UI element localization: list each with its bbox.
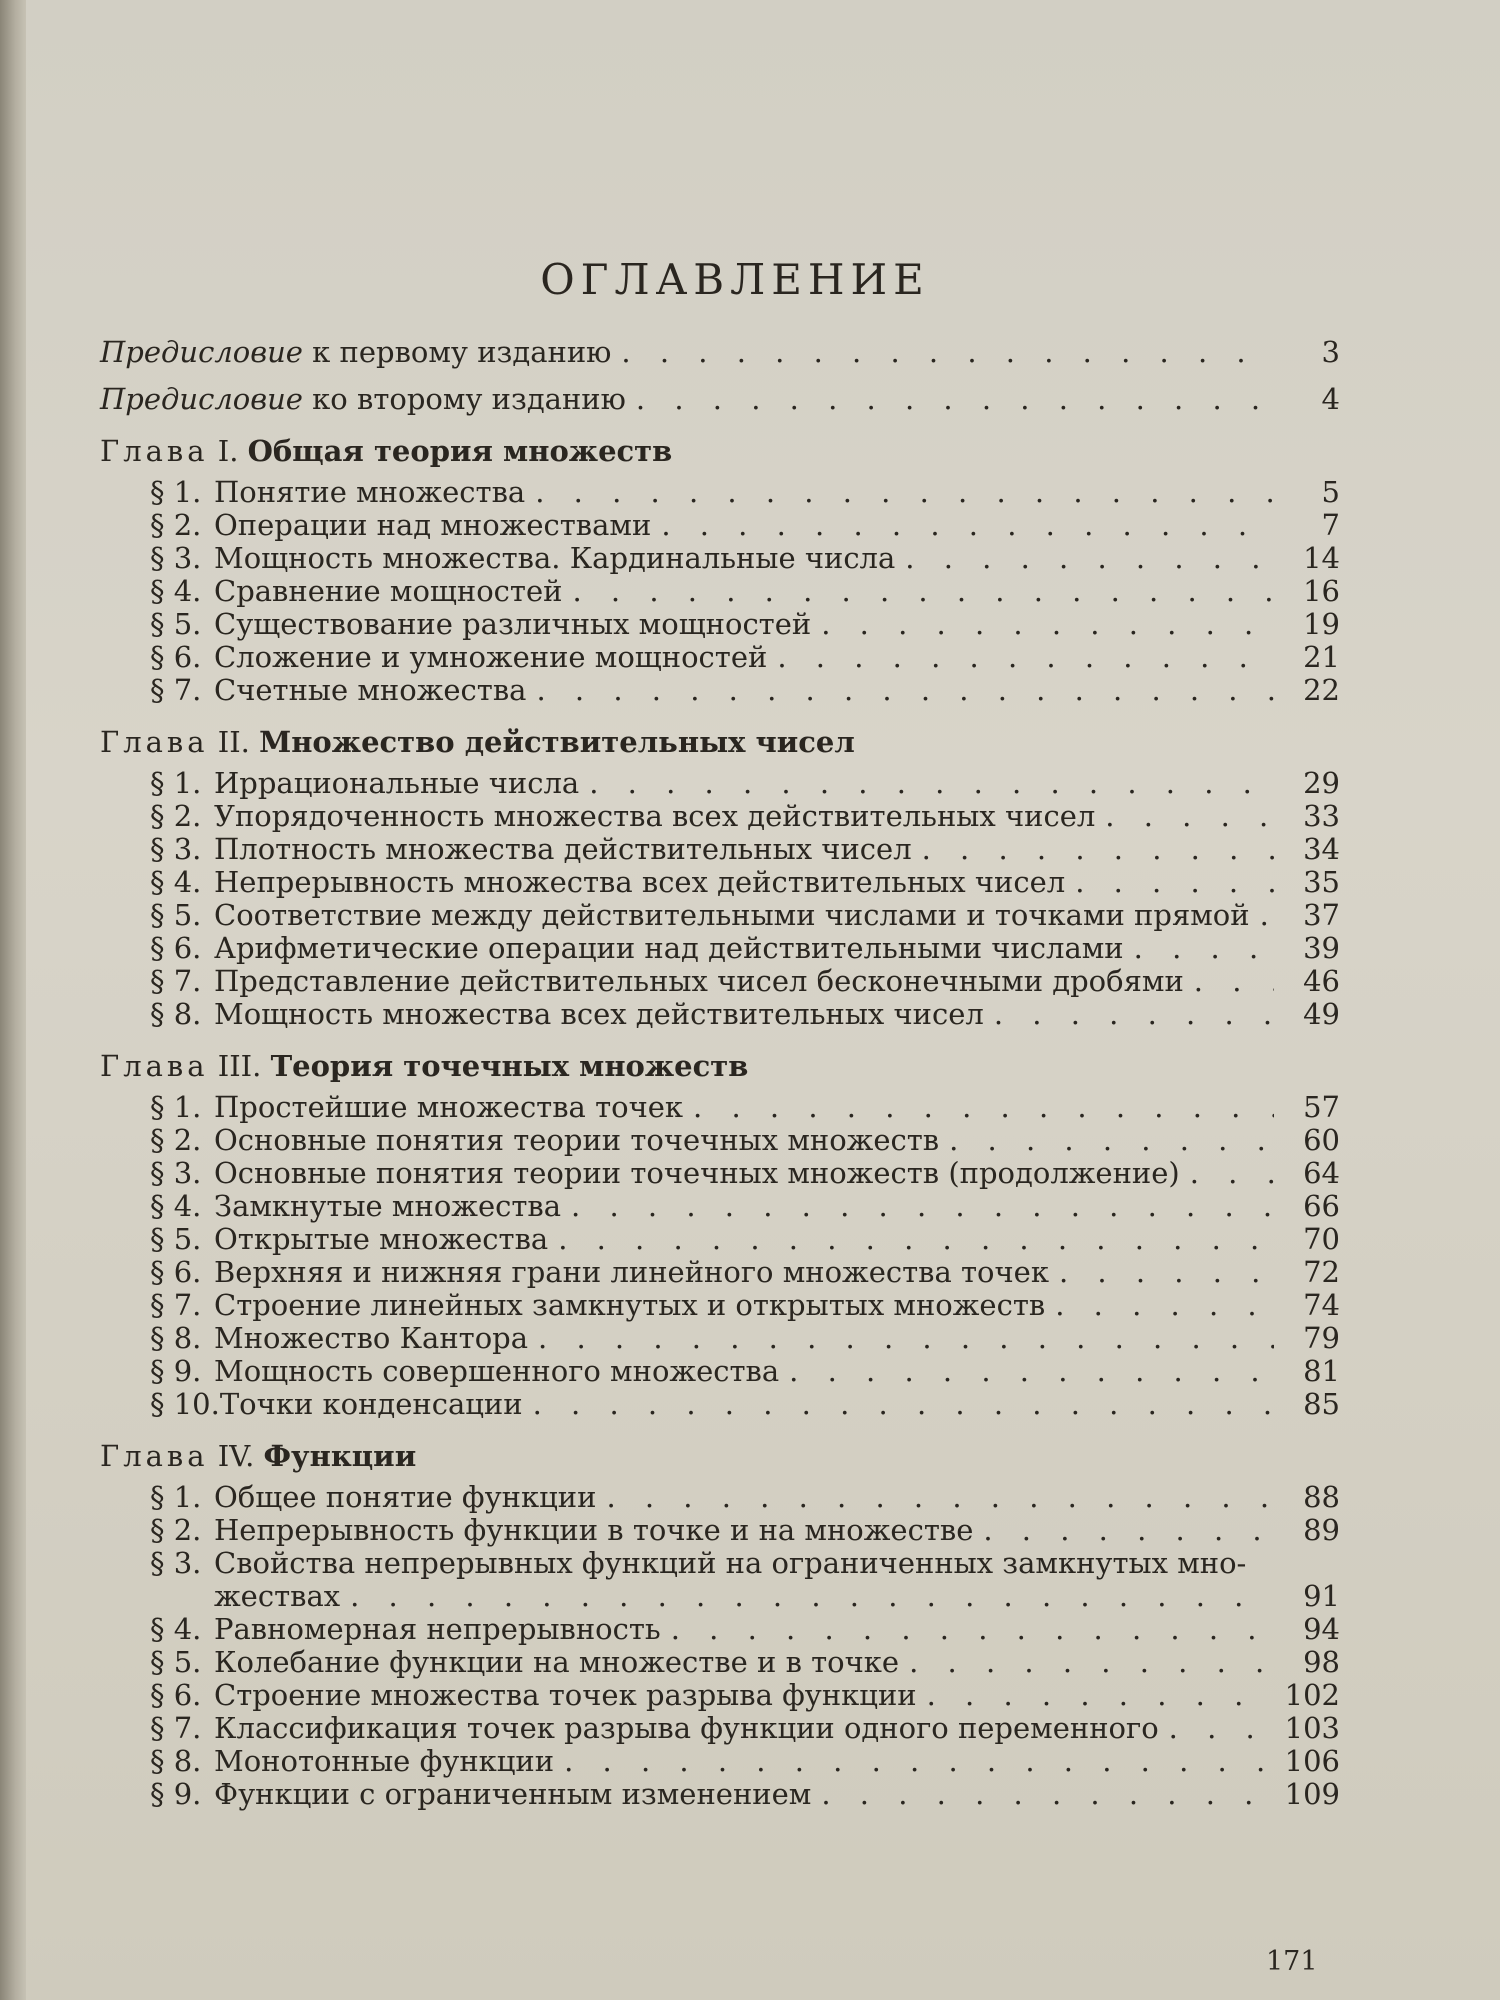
leader-dots [636, 383, 1274, 416]
leader-dots [1169, 1712, 1274, 1745]
section-entry[interactable] [100, 542, 1340, 575]
page-ref: 34 [1303, 832, 1340, 866]
leader-dots [821, 1778, 1274, 1811]
section-number: § 8. [150, 997, 202, 1031]
section-text [150, 1190, 561, 1223]
section-entry[interactable] [100, 833, 1340, 866]
section-entry[interactable] [100, 1256, 1340, 1289]
section-title: Функции с ограниченным изменением [214, 1777, 812, 1811]
section-entry[interactable] [100, 641, 1340, 674]
chapter-label: Глава [100, 725, 209, 759]
section-number: § 6. [150, 931, 202, 965]
section-title: Основные понятия теории точечных множеств [214, 1123, 940, 1157]
page-ref: 79 [1303, 1321, 1340, 1355]
book-spine [0, 0, 26, 2000]
section-entry[interactable] [100, 1223, 1340, 1256]
section-number: § 6. [150, 1255, 202, 1289]
leader-dots [538, 1322, 1274, 1355]
section-number: § 1. [150, 1090, 202, 1124]
page-ref: 64 [1303, 1156, 1340, 1190]
section-entry[interactable] [100, 965, 1340, 998]
section-title: Непрерывность функции в точке и на множестве [214, 1513, 974, 1547]
section-entry[interactable] [100, 1712, 1340, 1745]
section-text [150, 1481, 596, 1514]
section-text [150, 767, 579, 800]
section-number: § 10. [150, 1387, 220, 1421]
section-title: Основные понятия теории точечных множеств (продолжение) [214, 1156, 1180, 1190]
page-ref: 3 [1321, 335, 1340, 369]
page-ref: 46 [1303, 964, 1340, 998]
section-title: Плотность множества действительных чисел [214, 832, 912, 866]
section-text [150, 1679, 917, 1712]
chapter-number: III. [208, 1049, 271, 1083]
section-entry[interactable] [100, 674, 1340, 707]
section-entry[interactable] [100, 1388, 1340, 1421]
section-number: § 2. [150, 1123, 202, 1157]
preface-rest: ко второму изданию [302, 382, 626, 416]
section-title: Соответствие между действительными числами и точками прямой [214, 898, 1250, 932]
section-title: Непрерывность множества всех действительных чисел [214, 865, 1066, 899]
preface-rest: к первому изданию [302, 335, 612, 369]
page-title: ОГЛАВЛЕНИЕ [540, 255, 930, 304]
section-number: § 8. [150, 1744, 202, 1778]
section-entry[interactable] [100, 1157, 1340, 1190]
chapter-name: Функции [263, 1439, 417, 1473]
section-title: Точки конденсации [219, 1387, 523, 1421]
section-number: § 4. [150, 574, 202, 608]
section-title: Существование различных мощностей [214, 607, 812, 641]
chapter-name: Общая теория множеств [247, 434, 673, 468]
leader-dots [922, 833, 1274, 866]
leader-dots [1075, 866, 1274, 899]
page-ref: 39 [1303, 931, 1340, 965]
leader-dots [671, 1613, 1274, 1646]
section-entry[interactable] [100, 800, 1340, 833]
section-entry[interactable] [100, 1289, 1340, 1322]
section-title: Мощность совершенного множества [214, 1354, 780, 1388]
section-entry[interactable] [100, 1778, 1340, 1811]
page-ref: 16 [1303, 574, 1340, 608]
section-title: Операции над множествами [214, 508, 652, 542]
leader-dots [558, 1223, 1274, 1256]
page-ref: 74 [1303, 1288, 1340, 1322]
section-text [150, 1223, 548, 1256]
section-text [150, 800, 1095, 833]
section-text [150, 608, 811, 641]
section-number: § 7. [150, 1711, 202, 1745]
section-text [150, 476, 525, 509]
leader-dots [821, 608, 1274, 641]
page-ref: 22 [1303, 673, 1340, 707]
section-entry[interactable] [100, 1124, 1340, 1157]
section-text [150, 1157, 1180, 1190]
leader-dots [621, 336, 1274, 369]
page-ref: 4 [1321, 382, 1340, 416]
leader-dots [1055, 1289, 1274, 1322]
section-text [150, 542, 895, 575]
section-number: § 1. [150, 475, 202, 509]
chapter-number: II. [208, 725, 260, 759]
preface-entry[interactable] [100, 336, 1340, 369]
leader-dots [533, 1388, 1274, 1421]
section-entry[interactable] [100, 998, 1340, 1031]
section-text [150, 1289, 1045, 1322]
section-number: § 3. [150, 541, 202, 575]
leader-dots [661, 509, 1274, 542]
chapter-heading[interactable] [100, 725, 1340, 759]
chapter-label: Глава [100, 434, 209, 468]
section-entry[interactable] [100, 1514, 1340, 1547]
page-ref: 19 [1303, 607, 1340, 641]
leader-dots [350, 1580, 1274, 1613]
section-number: § 7. [150, 964, 202, 998]
section-number: § 9. [150, 1777, 202, 1811]
chapter-heading[interactable] [100, 1049, 1340, 1083]
section-number: § 6. [150, 1678, 202, 1712]
page-ref: 7 [1321, 508, 1340, 542]
chapter-name: Теория точечных множеств [270, 1049, 749, 1083]
section-number: § 9. [150, 1354, 202, 1388]
page-ref: 109 [1284, 1777, 1340, 1811]
chapter-heading[interactable] [100, 434, 1340, 468]
section-entry[interactable] [100, 932, 1340, 965]
chapter-number: IV. [208, 1439, 264, 1473]
section-text [150, 998, 984, 1031]
page-ref: 5 [1321, 475, 1340, 509]
page-ref: 94 [1303, 1612, 1340, 1646]
section-entry[interactable] [100, 608, 1340, 641]
page-ref: 66 [1303, 1189, 1340, 1223]
leader-dots [777, 641, 1274, 674]
leader-dots [693, 1091, 1274, 1124]
page-ref: 88 [1303, 1480, 1340, 1514]
leader-dots [1105, 800, 1274, 833]
leader-dots [905, 542, 1274, 575]
leader-dots [1190, 1157, 1274, 1190]
section-entry[interactable] [100, 767, 1340, 800]
section-number: § 3. [150, 832, 202, 866]
leader-dots [589, 767, 1274, 800]
section-title: Простейшие множества точек [214, 1090, 684, 1124]
page-ref: 49 [1303, 997, 1340, 1031]
section-number: § 3. [150, 1156, 202, 1190]
section-text [150, 1547, 1246, 1580]
page-ref: 35 [1303, 865, 1340, 899]
section-title: Мощность множества всех действительных чисел [214, 997, 984, 1031]
page-ref: 98 [1303, 1645, 1340, 1679]
section-number: § 2. [150, 799, 202, 833]
section-number: § 2. [150, 508, 202, 542]
page-ref: 103 [1284, 1711, 1340, 1745]
section-title: Множество Кантора [214, 1321, 529, 1355]
section-title: Сложение и умножение мощностей [214, 640, 768, 674]
section-entry[interactable] [100, 1091, 1340, 1124]
chapter-name: Множество действительных чисел [259, 725, 855, 759]
chapter-label: Глава [100, 1049, 209, 1083]
section-text [150, 674, 526, 707]
section-number: § 1. [150, 766, 202, 800]
section-title: Мощность множества. Кардинальные числа [214, 541, 896, 575]
section-title: Верхняя и нижняя грани линейного множества точек [214, 1255, 1049, 1289]
section-title: Арифметические операции над действительными числами [214, 931, 1124, 965]
section-text [150, 965, 1184, 998]
section-entry[interactable] [100, 1646, 1340, 1679]
section-number: § 2. [150, 1513, 202, 1547]
section-title: Строение линейных замкнутых и открытых множеств [214, 1288, 1046, 1322]
section-number: § 5. [150, 607, 202, 641]
section-title: Замкнутые множества [214, 1189, 562, 1223]
section-text [150, 1646, 899, 1679]
section-number: § 1. [150, 1480, 202, 1514]
page-ref: 29 [1303, 766, 1340, 800]
page-ref: 70 [1303, 1222, 1340, 1256]
page-ref: 37 [1303, 898, 1340, 932]
page-ref: 91 [1303, 1579, 1340, 1613]
toc-body [100, 336, 1340, 1811]
section-text [150, 1256, 1049, 1289]
leader-dots [949, 1124, 1274, 1157]
leader-dots [536, 674, 1274, 707]
section-text [150, 1124, 939, 1157]
preface-italic: Предисловие [100, 382, 303, 416]
section-entry[interactable] [100, 1613, 1340, 1646]
section-title: Иррациональные числа [214, 766, 580, 800]
page-ref: 89 [1303, 1513, 1340, 1547]
section-entry[interactable] [100, 1745, 1340, 1778]
section-number: § 5. [150, 898, 202, 932]
page-ref: 81 [1303, 1354, 1340, 1388]
preface-title [100, 336, 611, 369]
page-ref: 14 [1303, 541, 1340, 575]
section-text [150, 641, 767, 674]
section-text [150, 1355, 779, 1388]
section-entry[interactable] [100, 509, 1340, 542]
leader-dots [927, 1679, 1274, 1712]
section-entry[interactable] [100, 1547, 1340, 1580]
section-number: § 7. [150, 673, 202, 707]
section-title: Строение множества точек разрыва функции [214, 1678, 917, 1712]
section-text [150, 932, 1124, 965]
section-number: § 4. [150, 865, 202, 899]
section-entry[interactable] [100, 1322, 1340, 1355]
page-ref: 21 [1303, 640, 1340, 674]
leader-dots [994, 998, 1274, 1031]
section-number: § 7. [150, 1288, 202, 1322]
section-title: Сравнение мощностей [214, 574, 563, 608]
section-number: § 5. [150, 1222, 202, 1256]
page-number: 171 [1266, 1946, 1318, 1977]
preface-title [100, 383, 626, 416]
section-number: § 5. [150, 1645, 202, 1679]
section-text [150, 509, 651, 542]
section-number: § 4. [150, 1612, 202, 1646]
leader-dots [789, 1355, 1274, 1388]
section-title: Счетные множества [214, 673, 527, 707]
section-text [150, 899, 1250, 932]
section-title: Упорядоченность множества всех действительных чисел [214, 799, 1096, 833]
section-text [150, 575, 562, 608]
section-text [150, 1514, 973, 1547]
section-title: Понятие множества [214, 475, 526, 509]
section-text [150, 1613, 661, 1646]
section-entry[interactable] [100, 575, 1340, 608]
section-title: Колебание функции на множестве и в точке [214, 1645, 900, 1679]
preface-entry[interactable] [100, 383, 1340, 416]
section-number: § 4. [150, 1189, 202, 1223]
leader-dots [1260, 899, 1274, 932]
section-text [150, 1322, 528, 1355]
section-title: Открытые множества [214, 1222, 549, 1256]
section-entry[interactable] [100, 1679, 1340, 1712]
section-text [150, 1091, 683, 1124]
leader-dots [1059, 1256, 1274, 1289]
section-title: Классификация точек разрыва функции одного переменного [214, 1711, 1159, 1745]
section-title-continued: жествах [214, 1579, 341, 1613]
section-entry[interactable] [100, 476, 1340, 509]
section-number: § 3. [150, 1546, 202, 1580]
section-text [150, 1388, 523, 1421]
section-title: Общее понятие функции [214, 1480, 597, 1514]
leader-dots [909, 1646, 1274, 1679]
page-ref: 72 [1303, 1255, 1340, 1289]
section-entry[interactable] [100, 1355, 1340, 1388]
section-entry-continued[interactable] [100, 1580, 1340, 1613]
leader-dots [1194, 965, 1274, 998]
page-ref: 85 [1303, 1387, 1340, 1421]
section-title: Равномерная непрерывность [214, 1612, 661, 1646]
page-ref: 33 [1303, 799, 1340, 833]
section-number: § 6. [150, 640, 202, 674]
leader-dots [572, 575, 1274, 608]
page-ref: 106 [1284, 1744, 1340, 1778]
section-text [150, 1778, 811, 1811]
section-number: § 8. [150, 1321, 202, 1355]
table-of-contents [100, 255, 1340, 1811]
chapter-label: Глава [100, 1439, 209, 1473]
section-entry[interactable] [100, 866, 1340, 899]
leader-dots [564, 1745, 1274, 1778]
leader-dots [606, 1481, 1274, 1514]
leader-dots [983, 1514, 1274, 1547]
section-text [150, 833, 912, 866]
section-text [150, 1745, 554, 1778]
chapter-number: I. [208, 434, 248, 468]
leader-dots [535, 476, 1274, 509]
chapter-heading[interactable] [100, 1439, 1340, 1473]
section-title: Представление действительных чисел бесконечными дробями [214, 964, 1184, 998]
section-entry[interactable] [100, 1481, 1340, 1514]
page-ref: 102 [1284, 1678, 1340, 1712]
section-entry[interactable] [100, 899, 1340, 932]
section-text [150, 1712, 1159, 1745]
section-title: Монотонные функции [214, 1744, 555, 1778]
section-entry[interactable] [100, 1190, 1340, 1223]
section-text [150, 866, 1065, 899]
preface-italic: Предисловие [100, 335, 303, 369]
leader-dots [571, 1190, 1274, 1223]
page-ref: 57 [1303, 1090, 1340, 1124]
page-ref: 60 [1303, 1123, 1340, 1157]
section-title: Свойства непрерывных функций на ограниченных замкнутых мно- [214, 1546, 1247, 1580]
leader-dots [1134, 932, 1274, 965]
